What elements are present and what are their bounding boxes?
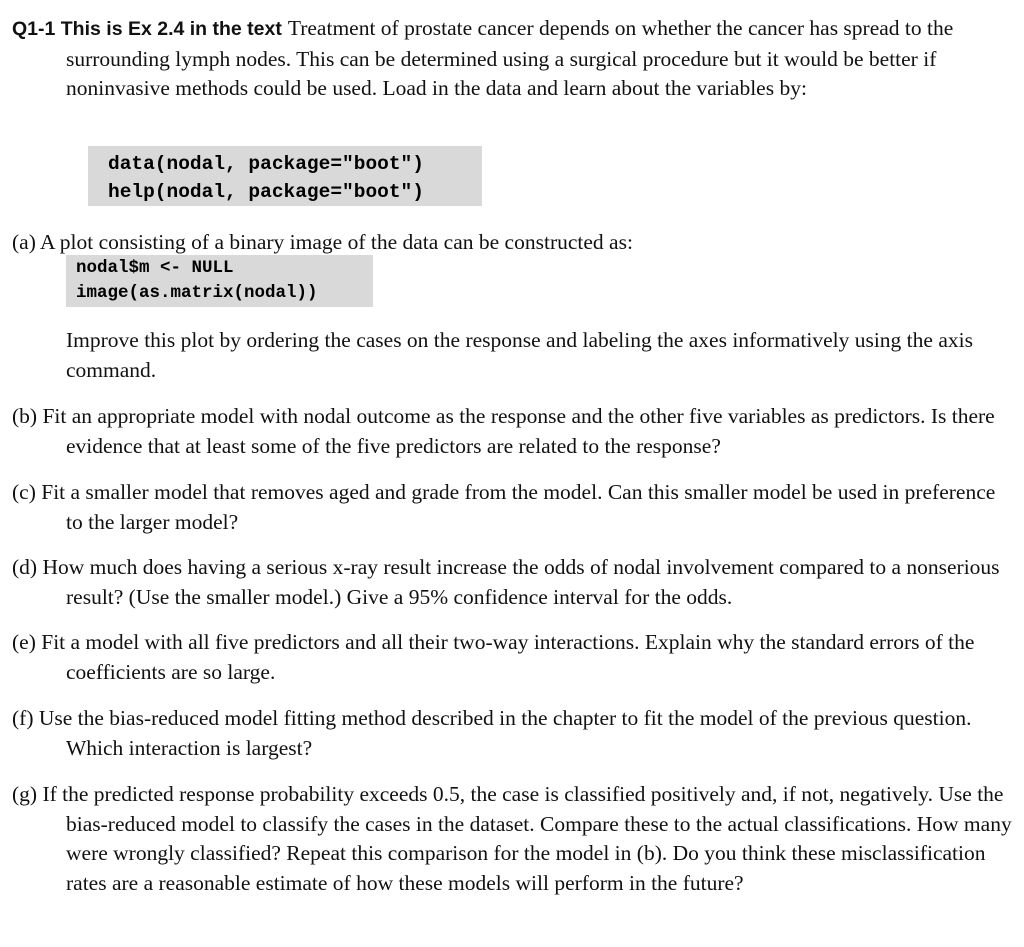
part-f-text: (f) Use the bias-reduced model fitting method described in the chapter to fit the model of the previous question. Which interaction is largest? [12, 706, 972, 760]
part-d-text: (d) How much does having a serious x-ray result increase the odds of nodal involvement compared to a nonserious result? (Use the smaller model.) Give a 95% confidence interval for the odds. [12, 555, 1000, 609]
code-line-help: help(nodal, package="boot") [108, 181, 424, 203]
question-q1-intro [12, 14, 1012, 104]
code-line-null: nodal$m <- NULL [76, 258, 234, 278]
part-a-text: (a) A plot consisting of a binary image of the data can be constructed as: [12, 230, 633, 254]
part-g-text: (g) If the predicted response probability exceeds 0.5, the case is classified positively and, if not, negatively. Use the bias-reduced model to classify the cases in the dataset. Compare these to the actual classifications. How many were wrongly classified? Repeat this comparison for the model in (b). Do you think these misclassification rates are a reasonable estimate of how these models will perform in the future? [12, 782, 1012, 895]
part-c-text: (c) Fit a smaller model that removes aged and grade from the model. Can this smaller model be used in preference to the larger model? [12, 480, 996, 534]
part-b-text: (b) Fit an appropriate model with nodal outcome as the response and the other five variables as predictors. Is there evidence that at least some of the five predictors are related to the response? [12, 404, 995, 458]
part-a-followup: Improve this plot by ordering the cases on the response and labeling the axes informatively using the axis command. [66, 328, 973, 382]
code-block-image-plot [66, 255, 373, 307]
question-label: Q1-1 This is Ex 2.4 in the text [12, 18, 282, 40]
code-line-image: image(as.matrix(nodal)) [76, 283, 318, 303]
question-intro-text: Treatment of prostate cancer depends on whether the cancer has spread to the surrounding lymph nodes. This can be determined using a surgical procedure but it would be better if noninvasive methods could be used. Load in the data and learn about the variables by: [66, 16, 954, 100]
code-block-load-data [88, 146, 482, 206]
part-e-text: (e) Fit a model with all five predictors and all their two-way interactions. Explain why the standard errors of the coefficients are so large. [12, 630, 975, 684]
code-line-data: data(nodal, package="boot") [108, 153, 424, 175]
